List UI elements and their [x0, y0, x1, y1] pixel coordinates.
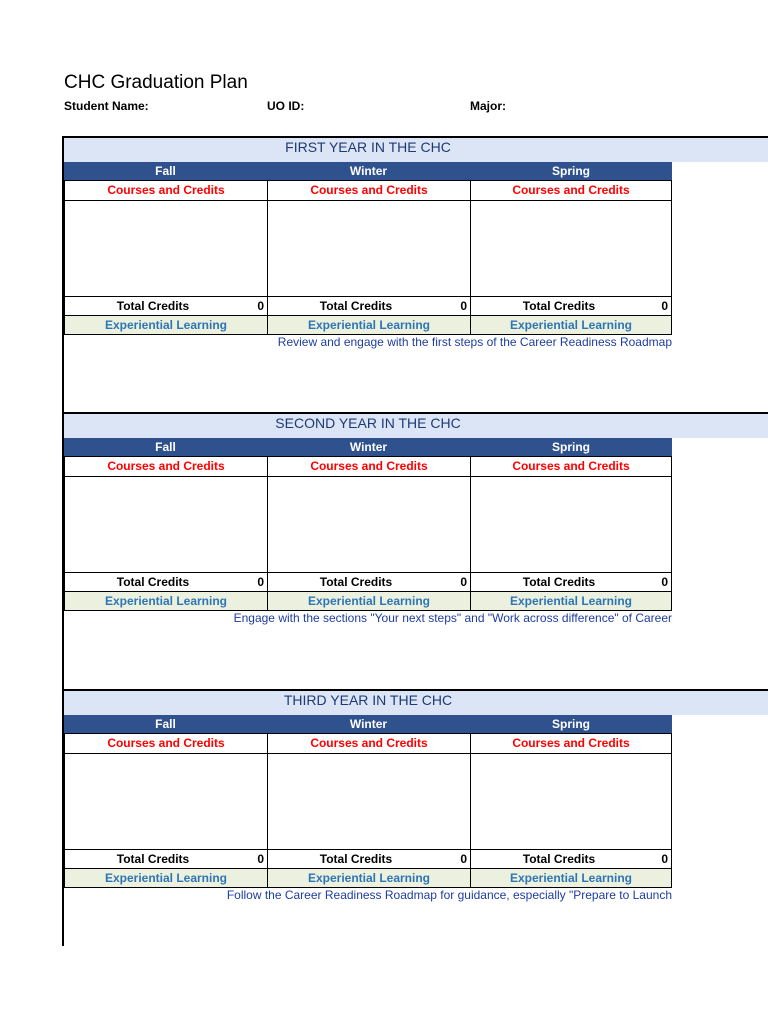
total-credits-label: Total Credits [522, 299, 596, 313]
courses-entry-row [64, 200, 672, 296]
season-fall: Fall [155, 164, 176, 178]
experiential-learning-label: Experiential Learning [470, 868, 672, 888]
experiential-learning-label: Experiential Learning [64, 868, 267, 888]
courses-entry-cell[interactable] [470, 476, 672, 572]
total-credits-row [64, 849, 672, 868]
season-winter: Winter [349, 440, 388, 454]
career-roadmap-link[interactable] [64, 335, 672, 353]
courses-credits-label: Courses and Credits [64, 180, 267, 200]
year-title: FIRST YEAR IN THE CHC [285, 139, 451, 155]
total-credits-cell [64, 572, 267, 591]
total-credits-cell [64, 849, 267, 868]
career-roadmap-link[interactable] [64, 611, 672, 629]
season-fall: Fall [155, 440, 176, 454]
courses-entry-cell[interactable] [64, 476, 267, 572]
season-spring: Spring [552, 440, 590, 454]
courses-entry-cell[interactable] [64, 200, 267, 296]
courses-entry-cell[interactable] [64, 753, 267, 849]
experiential-learning-label: Experiential Learning [64, 315, 267, 335]
courses-entry-cell[interactable] [470, 753, 672, 849]
major-label: Major: [470, 99, 506, 113]
total-credits-label: Total Credits [116, 575, 190, 589]
total-credits-value: 0 [661, 575, 668, 589]
total-credits-label: Total Credits [319, 299, 393, 313]
season-winter: Winter [349, 717, 388, 731]
total-credits-cell [470, 296, 672, 315]
document-title: CHC Graduation Plan [64, 72, 248, 93]
courses-entry-cell[interactable] [267, 476, 470, 572]
experiential-row [64, 315, 672, 335]
career-roadmap-link-text[interactable]: Review and engage with the first steps of the Career Readiness Roadmap [277, 335, 672, 349]
courses-entry-cell[interactable] [267, 753, 470, 849]
experiential-learning-label: Experiential Learning [470, 591, 672, 611]
total-credits-cell [267, 572, 470, 591]
courses-credits-label: Courses and Credits [470, 180, 672, 200]
total-credits-label: Total Credits [319, 852, 393, 866]
season-spring: Spring [552, 164, 590, 178]
total-credits-cell [470, 572, 672, 591]
experiential-learning-label: Experiential Learning [267, 868, 470, 888]
career-roadmap-link-text[interactable]: Engage with the sections "Your next steps" and "Work across difference" of Career [233, 611, 672, 625]
total-credits-label: Total Credits [319, 575, 393, 589]
total-credits-value: 0 [460, 852, 467, 866]
courses-credits-label: Courses and Credits [267, 456, 470, 476]
total-credits-label: Total Credits [116, 299, 190, 313]
career-roadmap-link[interactable] [64, 888, 672, 906]
experiential-learning-label: Experiential Learning [64, 591, 267, 611]
total-credits-cell [470, 849, 672, 868]
season-header-row [64, 438, 672, 456]
total-credits-label: Total Credits [522, 575, 596, 589]
total-credits-cell [267, 296, 470, 315]
career-roadmap-link-text[interactable]: Follow the Career Readiness Roadmap for guidance, especially "Prepare to Launch [226, 888, 672, 902]
total-credits-label: Total Credits [116, 852, 190, 866]
year-title: SECOND YEAR IN THE CHC [275, 415, 461, 431]
total-credits-value: 0 [460, 299, 467, 313]
uo-id-label: UO ID: [267, 99, 305, 113]
total-credits-cell [267, 849, 470, 868]
total-credits-value: 0 [460, 575, 467, 589]
season-spring: Spring [552, 717, 590, 731]
total-credits-value: 0 [257, 852, 264, 866]
student-name-label: Student Name: [64, 99, 149, 113]
total-credits-label: Total Credits [522, 852, 596, 866]
season-fall: Fall [155, 717, 176, 731]
courses-entry-row [64, 476, 672, 572]
season-winter: Winter [349, 164, 388, 178]
total-credits-row [64, 572, 672, 591]
total-credits-value: 0 [257, 575, 264, 589]
total-credits-value: 0 [661, 299, 668, 313]
courses-entry-cell[interactable] [470, 200, 672, 296]
courses-credits-label: Courses and Credits [470, 733, 672, 753]
courses-label-row [64, 733, 672, 753]
experiential-row [64, 591, 672, 611]
courses-credits-label: Courses and Credits [267, 733, 470, 753]
season-header-row [64, 715, 672, 733]
courses-credits-label: Courses and Credits [267, 180, 470, 200]
total-credits-cell [64, 296, 267, 315]
courses-entry-cell[interactable] [267, 200, 470, 296]
courses-credits-label: Courses and Credits [64, 733, 267, 753]
experiential-learning-label: Experiential Learning [470, 315, 672, 335]
experiential-learning-label: Experiential Learning [267, 315, 470, 335]
courses-credits-label: Courses and Credits [470, 456, 672, 476]
total-credits-value: 0 [661, 852, 668, 866]
courses-credits-label: Courses and Credits [64, 456, 267, 476]
experiential-learning-label: Experiential Learning [267, 591, 470, 611]
season-header-row [64, 162, 672, 180]
courses-label-row [64, 456, 672, 476]
experiential-row [64, 868, 672, 888]
year-title: THIRD YEAR IN THE CHC [283, 692, 453, 708]
courses-label-row [64, 180, 672, 200]
courses-entry-row [64, 753, 672, 849]
total-credits-value: 0 [257, 299, 264, 313]
total-credits-row [64, 296, 672, 315]
